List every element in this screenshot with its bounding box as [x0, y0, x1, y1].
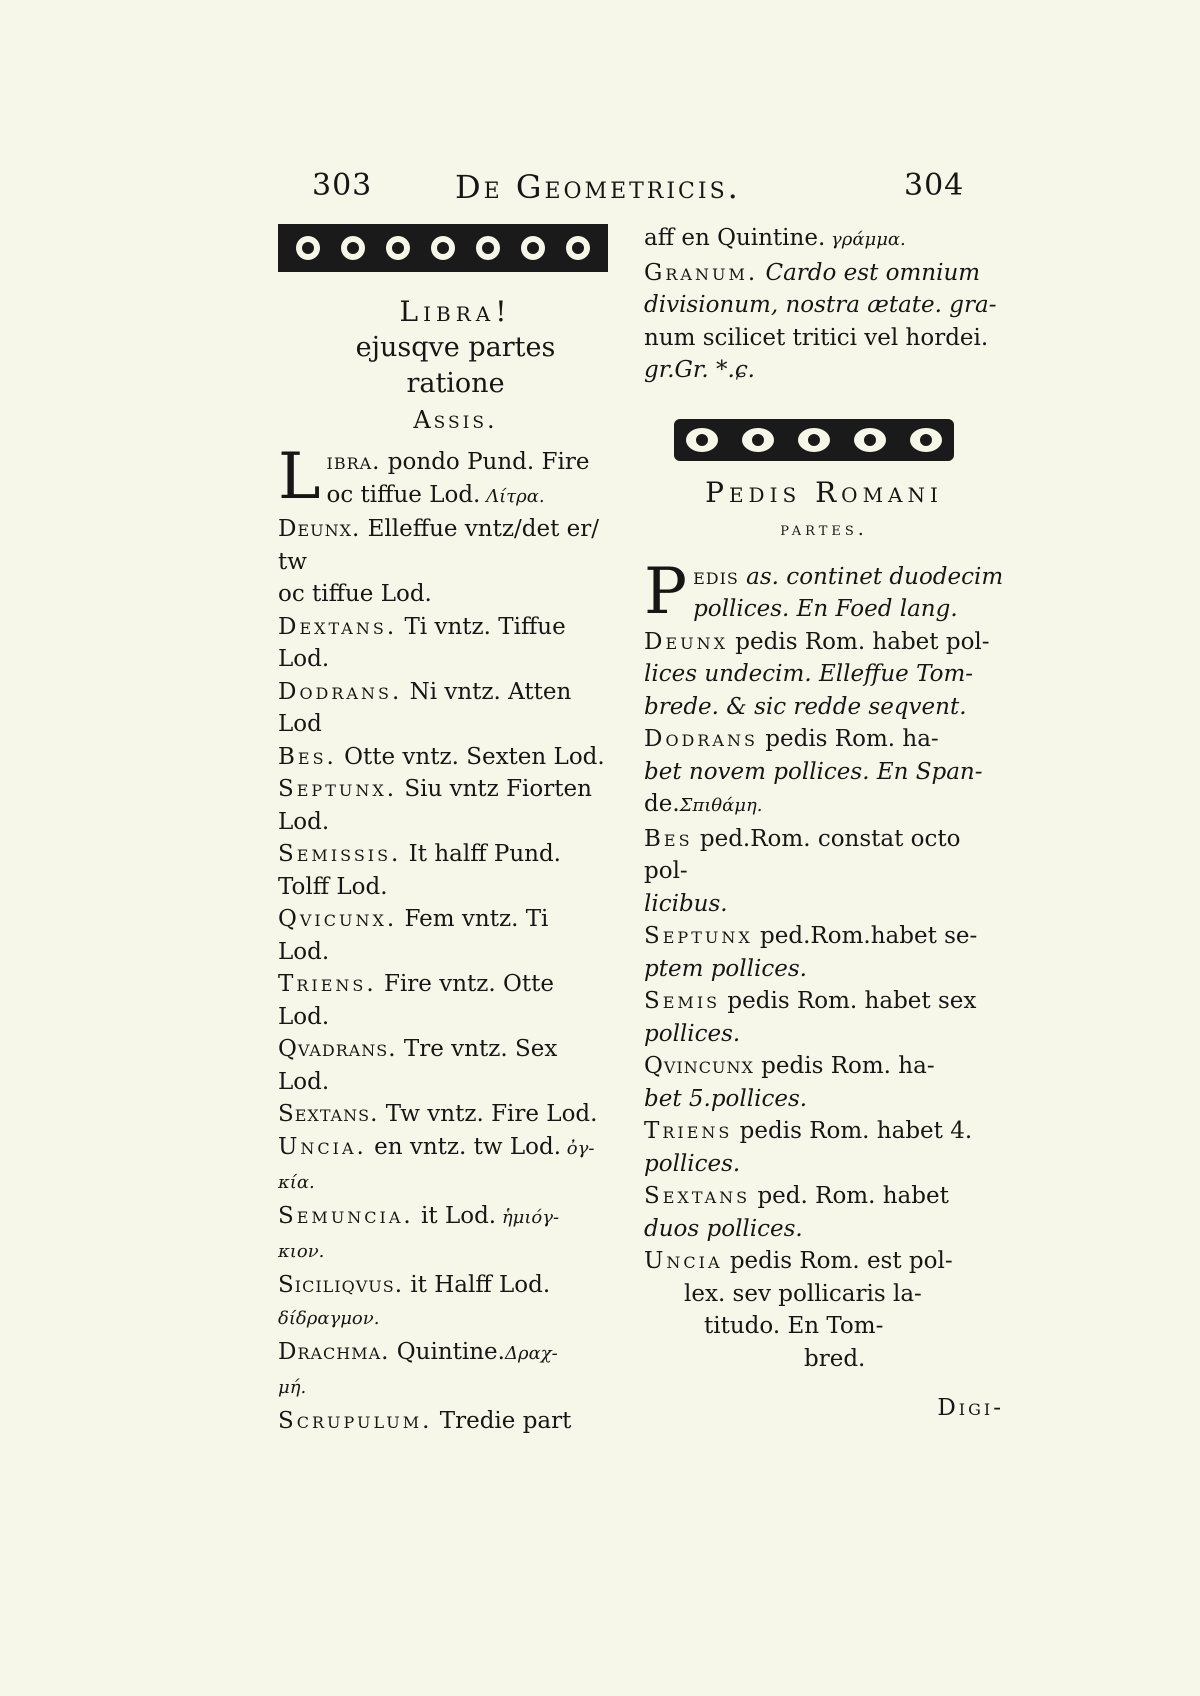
entry-text: Otte vntz. Sexten Lod. — [336, 743, 605, 770]
entry-text: Cardo est omnium — [758, 259, 981, 286]
left-entry — [278, 611, 633, 676]
entry-continuation: Tolff Lod. — [278, 873, 388, 900]
left-entry — [278, 1405, 633, 1438]
entry-continuation: divisionum, nostra ætate. gra- — [644, 292, 997, 318]
drop-cap-l: L — [278, 440, 321, 514]
right-entry — [644, 723, 1004, 823]
entry-text: Elleffue vntz/det er/ tw — [278, 516, 599, 575]
entry-text: pedis Rom. ha- — [757, 726, 939, 752]
entry-term: Sextans — [644, 1183, 751, 1209]
entry-term: Dodrans. — [278, 678, 403, 705]
entry-term: Septunx. — [278, 776, 398, 802]
page-number-left: 303 — [312, 168, 373, 203]
entry-text: en vntz. tw Lod. — [366, 1133, 562, 1160]
entry-continuation: lices undecim. Elleffue Tom- — [644, 661, 974, 687]
entry-continuation: de. — [644, 791, 680, 817]
entry-term: Dextans. — [278, 613, 398, 640]
pedis-heading: Pedis Romani — [705, 475, 943, 509]
entry-greek: Λίτρα. — [480, 485, 545, 507]
entry-text: Tre vntz. Sex — [396, 1036, 558, 1062]
entry-continuation: pollices. — [644, 1150, 741, 1177]
entry-continuation: bet 5.pollices. — [644, 1085, 808, 1112]
drop-cap-p: P — [644, 554, 688, 629]
entry-term: Drachma. — [278, 1338, 390, 1365]
right-entry — [644, 1245, 1004, 1375]
entry-term: Deunx — [644, 628, 728, 655]
entry-text: pedis Rom. est pol- — [722, 1248, 953, 1274]
entry-greek: γράμμα. — [825, 229, 906, 250]
entry-continuation: Lod. — [278, 646, 330, 672]
entry-text: Ti vntz. Tiffue — [397, 613, 566, 640]
entry-text: Siu vntz Fiorten — [397, 776, 592, 802]
running-title: De Geometricis. — [455, 168, 741, 206]
entry-text: as. continet duodecim — [738, 563, 1004, 590]
left-entry — [278, 440, 633, 514]
left-entry — [278, 741, 633, 774]
entry-term: Semis — [644, 988, 721, 1014]
entry-term: Deunx. — [278, 516, 361, 542]
entry-text: pondo Pund. Fire — [380, 449, 590, 475]
entry-term: Siciliqvus. — [278, 1271, 404, 1298]
entry-text: Fire vntz. Otte — [376, 971, 554, 997]
entry-term: ibra. — [326, 449, 381, 475]
left-entry — [278, 513, 633, 611]
left-entry — [278, 773, 633, 838]
entry-greek-continuation: δίδραγμον. — [278, 1308, 380, 1329]
entry-term: Sextans. — [278, 1101, 379, 1127]
entry-continuation: bet novem pollices. En Span- — [644, 758, 983, 785]
entry-term: Qvicunx. — [278, 906, 398, 932]
page-number-right: 304 — [904, 168, 965, 203]
ornament-band-left — [278, 222, 608, 274]
entry-continuation: Lod. — [278, 1068, 330, 1095]
entry-continuation: brede. & sic redde seqvent. — [644, 693, 967, 720]
right-entry — [644, 554, 1004, 629]
right-entry — [644, 1115, 1004, 1180]
right-entry — [644, 823, 1004, 921]
entry-term: Dodrans — [644, 726, 758, 752]
left-entry — [278, 838, 633, 903]
pedis-subheading: partes. — [780, 517, 868, 540]
entry-term: Semuncia. — [278, 1202, 414, 1229]
left-entry — [278, 1098, 633, 1131]
libra-subheading-3: Assis. — [413, 406, 498, 434]
entry-text: ped.Rom.habet se- — [752, 923, 978, 949]
entry-continuation: pollices. En Foed lang. — [693, 596, 958, 622]
left-entry — [278, 1131, 633, 1200]
entry-continuation: ptem pollices. — [644, 955, 807, 982]
left-entry — [278, 676, 633, 741]
entry-continuation: lex. sev pollicaris la- — [684, 1280, 922, 1307]
entry-text: it Lod. — [413, 1202, 497, 1229]
entry-greek-continuation: κιον. — [278, 1241, 325, 1262]
entry-continuation: gr.Gr. *.ɕ. — [644, 357, 755, 383]
right-entry — [644, 920, 1004, 985]
libra-subheading-2: ratione — [406, 368, 505, 399]
entry-continuation: Lod. — [278, 938, 330, 965]
entry-text: Tredie part — [432, 1407, 572, 1434]
libra-subheading-1: ejusqve partes — [355, 332, 556, 363]
left-entry — [278, 1200, 633, 1269]
entry-text: Ni vntz. Atten — [402, 678, 572, 705]
entry-text: ped.Rom. constat octo pol- — [644, 825, 961, 884]
entry-continuation: licibus. — [644, 890, 728, 917]
left-entry — [278, 1336, 633, 1405]
left-entry — [278, 903, 633, 968]
entry-text: Tw vntz. Fire Lod. — [378, 1101, 598, 1127]
entry-text: pedis Rom. habet 4. — [732, 1118, 973, 1144]
right-column — [644, 222, 1004, 1421]
entry-continuation: duos pollices. — [644, 1215, 803, 1242]
entry-term: Semissis. — [278, 841, 402, 867]
entry-greek: Σπιθάμη. — [679, 795, 763, 816]
entry-term: Qvadrans. — [278, 1036, 397, 1062]
entry-continuation: pollices. — [644, 1020, 741, 1047]
entry-greek: ἡμιόγ- — [496, 1206, 560, 1228]
left-entry — [278, 1033, 633, 1098]
entry-term: Bes — [644, 825, 693, 852]
entry-term: Triens — [644, 1118, 733, 1144]
entry-term: Septunx — [644, 923, 753, 949]
entry-term: Scrupulum. — [278, 1407, 433, 1434]
catchword: Digi- — [937, 1395, 1004, 1421]
right-entry — [644, 985, 1004, 1050]
entry-term: Granum. — [644, 259, 759, 286]
right-entry — [644, 1050, 1004, 1115]
entry-continuation: Lod. — [278, 1003, 330, 1030]
entry-text: It halff Pund. — [401, 841, 561, 867]
entry-text: Fem vntz. Ti — [397, 906, 549, 932]
entry-continuation: oc tiffue Lod. — [278, 581, 432, 607]
left-column — [278, 222, 633, 1437]
entry-continuation: Lod. — [278, 808, 330, 835]
entry-text: aff en Quintine. — [644, 225, 826, 251]
entry-continuation: bred. — [804, 1345, 866, 1372]
entry-greek: Δραχ- — [504, 1342, 558, 1364]
entry-greek-continuation: κία. — [278, 1172, 315, 1193]
entry-text: Quintine. — [389, 1338, 505, 1365]
ornament-band-right — [674, 417, 954, 463]
entry-text: ped. Rom. habet — [750, 1183, 949, 1209]
right-entry — [644, 1180, 1004, 1245]
libra-heading: Libra! — [399, 295, 512, 328]
entry-text: pedis Rom. habet pol- — [728, 628, 990, 655]
entry-term: Uncia — [644, 1248, 723, 1274]
left-entry — [278, 1269, 633, 1336]
entry-continuation: Lod — [278, 711, 322, 737]
entry-text: pedis Rom. habet sex — [720, 988, 977, 1014]
entry-term: Qvincunx — [644, 1053, 754, 1079]
entry-continuation: titudo. En Tom- — [704, 1313, 884, 1339]
entry-text: it Halff Lod. — [403, 1271, 551, 1298]
entry-term: Uncia. — [278, 1133, 367, 1160]
entry-term: edis — [693, 563, 739, 590]
entry-greek: ὀγ- — [561, 1137, 595, 1159]
granum-entry — [644, 257, 1004, 387]
entry-term: Triens. — [278, 971, 377, 997]
entry-continuation: num scilicet tritici vel hordei. — [644, 324, 989, 351]
right-entry — [644, 626, 1004, 724]
left-entry — [278, 968, 633, 1033]
entry-text: pedis Rom. ha- — [753, 1053, 935, 1079]
right-top-line — [644, 222, 1004, 257]
entry-greek-continuation: μή. — [278, 1377, 307, 1398]
entry-term: Bes. — [278, 743, 337, 770]
entry-continuation: oc tiffue Lod. — [326, 481, 481, 508]
